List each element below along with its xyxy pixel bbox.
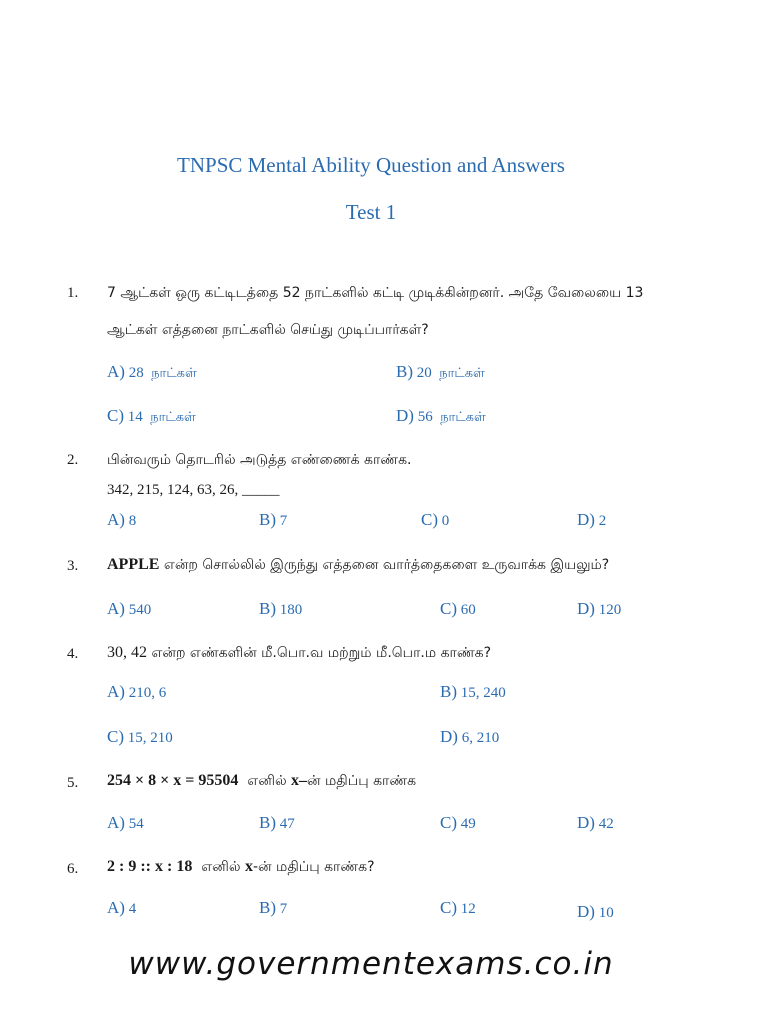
option-b[interactable]: B) 180: [259, 599, 303, 618]
question-text-line1: 7 ஆட்கள் ஒரு கட்டிடத்தை 52 நாட்களில் கட்டி முடிக்கின்றனர். அதே வேலையை 13: [107, 285, 644, 301]
page-subtitle: Test 1: [345, 200, 397, 224]
option-c[interactable]: C) 60: [440, 599, 476, 618]
question-number: 4.: [67, 646, 79, 662]
option-d[interactable]: D) 2: [577, 510, 607, 529]
option-d[interactable]: D) 42: [577, 813, 614, 832]
question-number: 2.: [67, 452, 79, 468]
option-a[interactable]: A) 8: [107, 510, 137, 529]
option-c[interactable]: C) 0: [421, 510, 450, 529]
equation: 254 × 8 × x = 95504: [107, 772, 239, 789]
option-b[interactable]: B) 47: [259, 813, 295, 832]
question-number: 5.: [67, 775, 79, 791]
option-b[interactable]: B) 15, 240: [440, 682, 506, 701]
option-d[interactable]: D) 10: [577, 902, 614, 921]
option-b[interactable]: B) 20 நாட்கள்: [396, 362, 485, 381]
question-text: 2 : 9 :: x : 18 எனில் x-ன் மதிப்பு காண்க?: [107, 858, 375, 875]
question-text: 254 × 8 × x = 95504 எனில் x–ன் மதிப்பு காண்க: [107, 772, 417, 789]
option-d[interactable]: D) 56 நாட்கள்: [396, 406, 486, 425]
question-number: 3.: [67, 558, 79, 574]
option-a[interactable]: A) 210, 6: [107, 682, 167, 701]
option-b[interactable]: B) 7: [259, 898, 288, 917]
question-text: APPLE என்ற சொல்லில் இருந்து எத்தனை வார்த்தைகளை உருவாக்க இயலும்?: [107, 556, 610, 573]
number-series: 342, 215, 124, 63, 26, _____: [107, 482, 280, 498]
page-title: TNPSC Mental Ability Question and Answers: [177, 153, 565, 177]
website-footer[interactable]: www.governmentexams.co.in: [128, 946, 614, 982]
option-a[interactable]: A) 4: [107, 898, 137, 917]
option-c[interactable]: C) 15, 210: [107, 727, 173, 746]
option-d[interactable]: D) 120: [577, 599, 622, 618]
question-number: 1.: [67, 285, 79, 301]
option-a[interactable]: A) 54: [107, 813, 144, 832]
question-number: 6.: [67, 861, 79, 877]
question-text-line2: ஆட்கள் எத்தனை நாட்களில் செய்து முடிப்பார்கள்?: [107, 322, 429, 338]
ratio: 2 : 9 :: x : 18: [107, 858, 193, 875]
option-d[interactable]: D) 6, 210: [440, 727, 500, 746]
option-b[interactable]: B) 7: [259, 510, 288, 529]
keyword: APPLE: [107, 556, 160, 573]
option-c[interactable]: C) 14 நாட்கள்: [107, 406, 196, 425]
question-text: 30, 42 என்ற எண்களின் மீ.பொ.வ மற்றும் மீ.பொ.ம காண்க?: [107, 644, 492, 661]
question-text-line1: பின்வரும் தொடரில் அடுத்த எண்ணைக் காண்க.: [107, 452, 412, 468]
option-a[interactable]: A) 540: [107, 599, 152, 618]
option-c[interactable]: C) 12: [440, 898, 476, 917]
option-c[interactable]: C) 49: [440, 813, 476, 832]
option-a[interactable]: A) 28 நாட்கள்: [107, 362, 197, 381]
